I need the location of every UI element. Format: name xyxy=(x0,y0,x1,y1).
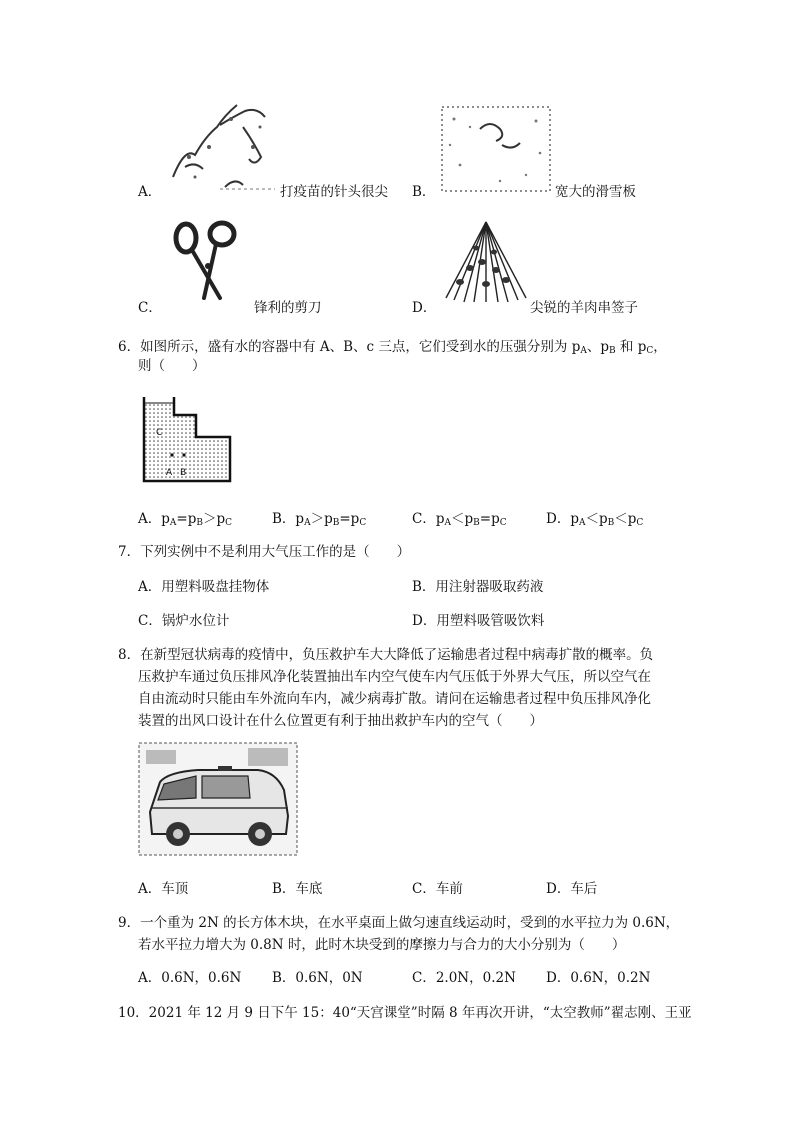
q7-option-a: A．用塑料吸盘挂物体 xyxy=(138,579,270,595)
q8-option-a: A．车顶 xyxy=(138,881,189,897)
q5-option-d-text: 尖锐的羊肉串签子 xyxy=(530,300,638,316)
q5-option-d-letter: D． xyxy=(412,300,437,316)
q6-option-b: B．$p_A>p_B=p_C$ xyxy=(272,511,367,528)
q9-option-a: A．0.6N，0.6N xyxy=(138,970,242,986)
q8-stem-line-4: 装置的出风口设计在什么位置更有利于抽出救护车内的空气（ ） xyxy=(138,713,543,729)
q5-option-c-text: 锋利的剪刀 xyxy=(254,300,322,316)
q5-option-a-letter: A． xyxy=(138,184,162,200)
q8-option-d: D．车后 xyxy=(546,881,598,897)
q7-stem: 7．下列实例中不是利用大气压工作的是（ ） xyxy=(118,544,411,560)
q5-option-a-text: 打疫苗的针头很尖 xyxy=(280,184,388,200)
q7-option-b: B．用注射器吸取药液 xyxy=(412,579,544,595)
point-a-label: A xyxy=(166,468,173,478)
q6-stem-line-1: 6．如图所示，盛有水的容器中有 A、B、c 三点，它们受到水的压强分别为 $p_A$、$p_B$ 和 $p_C$， xyxy=(118,339,667,356)
q8-stem-line-2: 压救护车通过负压排风净化装置抽出车内空气使车内气压低于外界大气压，所以空气在 xyxy=(138,669,651,685)
q9-stem-line-2: 若水平拉力增大为 0.8N 时，此时木块受到的摩擦力与合力的大小分别为（ ） xyxy=(138,937,626,953)
point-c-label: C xyxy=(156,428,163,438)
q8-stem-line-3: 自由流动时只能由车外流向车内，减少病毒扩散。请问在运输患者过程中负压排风净化 xyxy=(138,691,651,707)
q5-option-c-letter: C． xyxy=(138,300,162,316)
q9-stem-line-1: 9．一个重为 2N 的长方体木块，在水平桌面上做匀速直线运动时，受到的水平拉力为 0.6N， xyxy=(118,915,680,931)
q5-option-b-letter: B． xyxy=(412,184,436,200)
q8-option-c: C．车前 xyxy=(412,881,463,897)
q9-option-c: C．2.0N，0.2N xyxy=(412,970,516,986)
snowboard-image xyxy=(440,105,552,193)
q9-option-b: B．0.6N，0N xyxy=(272,970,363,986)
skewers-image xyxy=(440,218,532,304)
ambulance-image xyxy=(138,742,298,856)
q8-stem-line-1: 8．在新型冠状病毒的疫情中，负压救护车大大降低了运输患者过程中病毒扩散的概率。负 xyxy=(118,647,654,663)
q9-option-d: D．0.6N，0.2N xyxy=(546,970,651,986)
q7-option-d: D．用塑料吸管吸饮料 xyxy=(412,613,545,629)
q5-option-b-text: 宽大的滑雪板 xyxy=(555,184,636,200)
q6-option-c: C．$p_A<p_B=p_C$ xyxy=(412,511,507,528)
q7-option-c: C．锅炉水位计 xyxy=(138,613,230,629)
q6-option-d: D．$p_A<p_B<p_C$ xyxy=(546,511,644,528)
scissors-image xyxy=(168,218,248,304)
q6-stem-line-2: 则（ ） xyxy=(138,358,206,374)
point-b-label: B xyxy=(180,468,187,478)
q6-option-a: A．$p_A=p_B>p_C$ xyxy=(138,511,233,528)
needle-image xyxy=(165,97,275,193)
q8-option-b: B．车底 xyxy=(272,881,323,897)
water-container-diagram xyxy=(140,395,236,485)
q10-stem-line-1: 10．2021 年 12 月 9 日下午 15：40“天宫课堂”时隔 8 年再次开讲，“太空教师”翟志刚、王亚 xyxy=(118,1005,692,1021)
